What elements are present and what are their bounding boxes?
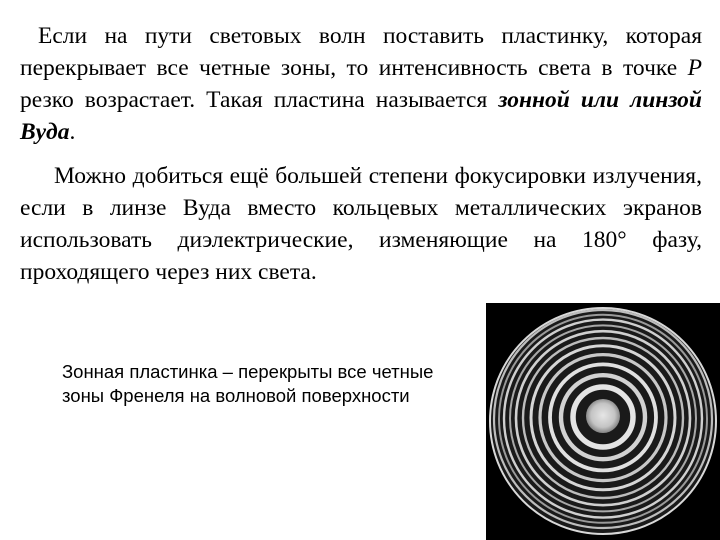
central-zone [586,399,620,433]
zone-plate-image [486,303,720,540]
zone-plate-figure [486,303,720,540]
paragraph-zone-plate [20,20,702,148]
term-wood-lens: зонной или линзой Вуда [20,87,702,145]
point-label: P [687,55,702,81]
paragraph-focusing: Можно добиться ещё большей степени фокусировки излучения, если в линзе Вуда вместо кольцевых металлических экранов использовать диэлектрические, изменяющие на 180° фазу, проходящего через них света. [20,163,702,285]
paragraph1-part1: Если на пути световых волн поставить пластинку, которая перекрывает все четные зоны, то интенсивность света в точке [20,23,702,81]
paragraph1-part3: . [69,119,76,145]
paragraph1-part2: резко возрастает. Такая пластина называется [20,87,499,113]
figure-caption: Зонная пластинка – перекрыты все четные зоны Френеля на волновой поверхности [62,361,434,406]
